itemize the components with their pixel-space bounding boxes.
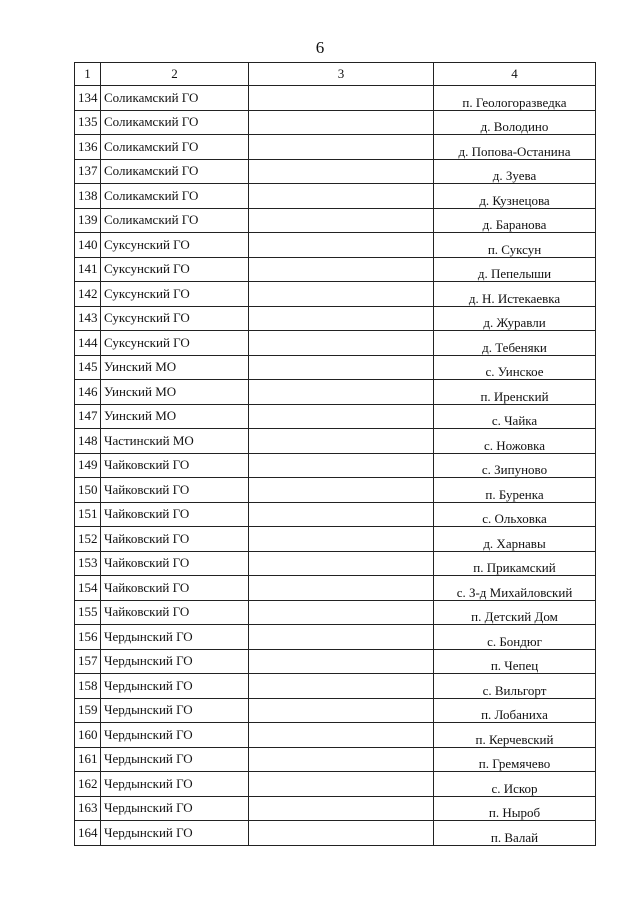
municipality-cell: Чайковский ГО [101,576,249,601]
row-number-cell: 139 [75,208,101,233]
column-3-cell [249,527,434,552]
municipality-cell: Чайковский ГО [101,600,249,625]
row-number-cell: 142 [75,282,101,307]
table-row [75,796,596,821]
table-row [75,110,596,135]
table-row [75,135,596,160]
municipality-cell: Чердынский ГО [101,674,249,699]
settlement-cell: п. Геологоразведка [434,86,596,111]
column-3-cell [249,86,434,111]
column-3-cell [249,747,434,772]
settlement-cell: п. Детский Дом [434,600,596,625]
settlement-cell: с. Ножовка [434,429,596,454]
municipality-cell: Соликамский ГО [101,110,249,135]
settlement-cell: д. Н. Истекаевка [434,282,596,307]
column-3-cell [249,208,434,233]
settlements-table [74,62,596,846]
settlement-cell: с. З-д Михайловский [434,576,596,601]
settlement-cell: д. Кузнецова [434,184,596,209]
table-row [75,380,596,405]
municipality-cell: Чердынский ГО [101,821,249,846]
settlement-cell: п. Ныроб [434,796,596,821]
municipality-cell: Уинский МО [101,355,249,380]
table-body [75,86,596,846]
table-row [75,233,596,258]
settlement-cell: с. Искор [434,772,596,797]
column-3-cell [249,233,434,258]
table-row [75,625,596,650]
municipality-cell: Чердынский ГО [101,723,249,748]
row-number-cell: 144 [75,331,101,356]
table-row [75,772,596,797]
table-row [75,698,596,723]
table-row [75,257,596,282]
row-number-cell: 154 [75,576,101,601]
table-row [75,355,596,380]
row-number-cell: 157 [75,649,101,674]
table-row [75,159,596,184]
column-header-1: 1 [75,63,101,86]
table-row [75,404,596,429]
municipality-cell: Соликамский ГО [101,184,249,209]
table-row [75,600,596,625]
row-number-cell: 140 [75,233,101,258]
settlement-cell: п. Буренка [434,478,596,503]
settlement-cell: с. Вильгорт [434,674,596,699]
column-3-cell [249,821,434,846]
row-number-cell: 160 [75,723,101,748]
municipality-cell: Уинский МО [101,380,249,405]
table-row [75,502,596,527]
table-row [75,649,596,674]
settlement-cell: с. Уинское [434,355,596,380]
row-number-cell: 136 [75,135,101,160]
row-number-cell: 161 [75,747,101,772]
column-3-cell [249,796,434,821]
settlement-cell: п. Валай [434,821,596,846]
municipality-cell: Чердынский ГО [101,649,249,674]
table-row [75,478,596,503]
municipality-cell: Суксунский ГО [101,282,249,307]
column-3-cell [249,723,434,748]
column-header-3: 3 [249,63,434,86]
settlement-cell: д. Пепелыши [434,257,596,282]
settlement-cell: д. Харнавы [434,527,596,552]
row-number-cell: 145 [75,355,101,380]
municipality-cell: Чайковский ГО [101,478,249,503]
table-row [75,821,596,846]
table-row [75,282,596,307]
table-header-row [75,63,596,86]
table-row [75,453,596,478]
settlement-cell: д. Зуева [434,159,596,184]
table-row [75,86,596,111]
row-number-cell: 134 [75,86,101,111]
row-number-cell: 141 [75,257,101,282]
row-number-cell: 159 [75,698,101,723]
column-3-cell [249,429,434,454]
municipality-cell: Чердынский ГО [101,625,249,650]
settlement-cell: п. Лобаниха [434,698,596,723]
municipality-cell: Чердынский ГО [101,772,249,797]
row-number-cell: 162 [75,772,101,797]
settlement-cell: п. Керчевский [434,723,596,748]
row-number-cell: 137 [75,159,101,184]
column-3-cell [249,551,434,576]
column-3-cell [249,331,434,356]
table-row [75,747,596,772]
settlement-cell: д. Тебеняки [434,331,596,356]
row-number-cell: 156 [75,625,101,650]
column-3-cell [249,600,434,625]
settlement-cell: с. Ольховка [434,502,596,527]
settlement-cell: д. Попова-Останина [434,135,596,160]
table-row [75,674,596,699]
column-3-cell [249,576,434,601]
row-number-cell: 164 [75,821,101,846]
settlement-cell: с. Чайка [434,404,596,429]
column-3-cell [249,478,434,503]
table-row [75,208,596,233]
settlement-cell: п. Гремячево [434,747,596,772]
settlement-cell: п. Суксун [434,233,596,258]
row-number-cell: 147 [75,404,101,429]
table-row [75,576,596,601]
column-3-cell [249,306,434,331]
column-3-cell [249,649,434,674]
settlement-cell: д. Журавли [434,306,596,331]
page-number: 6 [315,38,325,57]
municipality-cell: Чердынский ГО [101,698,249,723]
municipality-cell: Суксунский ГО [101,331,249,356]
column-3-cell [249,772,434,797]
row-number-cell: 150 [75,478,101,503]
settlement-cell: п. Иренский [434,380,596,405]
row-number-cell: 148 [75,429,101,454]
row-number-cell: 163 [75,796,101,821]
column-3-cell [249,502,434,527]
row-number-cell: 146 [75,380,101,405]
column-3-cell [249,159,434,184]
column-3-cell [249,674,434,699]
table-row [75,429,596,454]
column-3-cell [249,453,434,478]
column-3-cell [249,257,434,282]
column-3-cell [249,135,434,160]
municipality-cell: Соликамский ГО [101,208,249,233]
table-row [75,527,596,552]
municipality-cell: Чердынский ГО [101,747,249,772]
column-3-cell [249,184,434,209]
column-3-cell [249,698,434,723]
municipality-cell: Соликамский ГО [101,86,249,111]
table-row [75,331,596,356]
settlement-cell: с. Бондюг [434,625,596,650]
table-row [75,723,596,748]
municipality-cell: Частинский МО [101,429,249,454]
municipality-cell: Чердынский ГО [101,796,249,821]
municipality-cell: Суксунский ГО [101,306,249,331]
column-3-cell [249,355,434,380]
column-header-2: 2 [101,63,249,86]
row-number-cell: 138 [75,184,101,209]
column-3-cell [249,282,434,307]
table-row [75,306,596,331]
column-3-cell [249,380,434,405]
row-number-cell: 149 [75,453,101,478]
municipality-cell: Чайковский ГО [101,527,249,552]
municipality-cell: Чайковский ГО [101,551,249,576]
municipality-cell: Чайковский ГО [101,502,249,527]
settlement-cell: п. Прикамский [434,551,596,576]
row-number-cell: 153 [75,551,101,576]
column-3-cell [249,110,434,135]
column-3-cell [249,625,434,650]
settlement-cell: д. Баранова [434,208,596,233]
municipality-cell: Соликамский ГО [101,159,249,184]
table-row [75,184,596,209]
row-number-cell: 158 [75,674,101,699]
municipality-cell: Чайковский ГО [101,453,249,478]
row-number-cell: 143 [75,306,101,331]
settlement-cell: с. Зипуново [434,453,596,478]
row-number-cell: 151 [75,502,101,527]
table-row [75,551,596,576]
column-header-4: 4 [434,63,596,86]
municipality-cell: Суксунский ГО [101,233,249,258]
municipality-cell: Уинский МО [101,404,249,429]
municipality-cell: Суксунский ГО [101,257,249,282]
row-number-cell: 155 [75,600,101,625]
row-number-cell: 135 [75,110,101,135]
row-number-cell: 152 [75,527,101,552]
municipality-cell: Соликамский ГО [101,135,249,160]
column-3-cell [249,404,434,429]
settlement-cell: п. Чепец [434,649,596,674]
settlement-cell: д. Володино [434,110,596,135]
